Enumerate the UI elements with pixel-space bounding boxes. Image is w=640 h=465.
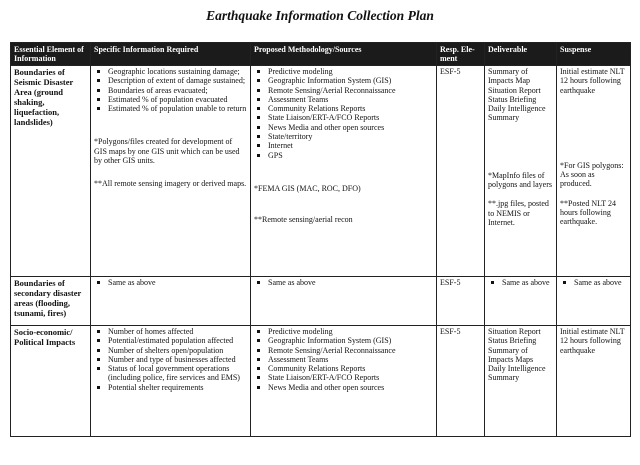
list-item: Number of shelters open/population xyxy=(94,346,247,355)
deliverable-note-mapinfo: *MapInfo files of polygons and layers xyxy=(488,170,552,190)
table-row xyxy=(11,326,631,437)
header-essential-element: Essential Element of Information xyxy=(11,43,91,66)
resp-cell xyxy=(437,326,485,437)
info-cell xyxy=(91,66,251,277)
list-item: Potential shelter requirements xyxy=(94,383,247,392)
resp-cell xyxy=(437,66,485,277)
method-cell xyxy=(251,326,437,437)
list-item: Remote Sensing/Aerial Reconnaissance xyxy=(254,346,433,355)
deliverable-list xyxy=(488,327,553,383)
header-deliverable: Deliverable xyxy=(485,43,557,66)
list-item: State Liaison/ERT-A/FCO Reports xyxy=(254,113,433,122)
collection-plan-table xyxy=(10,42,631,437)
list-item: Predictive modeling xyxy=(254,327,433,336)
element-cell xyxy=(11,326,91,437)
list-item: Same as above xyxy=(560,278,627,287)
list-item: Assessment Teams xyxy=(254,95,433,104)
table-header-row xyxy=(11,43,631,66)
list-item: Geographic locations sustaining damage; xyxy=(94,67,247,76)
deliverable-list xyxy=(488,67,553,123)
list-item: Same as above xyxy=(488,278,553,287)
method-cell xyxy=(251,277,437,326)
list-item: Potential/estimated population affected xyxy=(94,336,247,345)
list-item: Situation Report xyxy=(488,85,541,95)
list-item: Assessment Teams xyxy=(254,355,433,364)
suspense-note-posted: **Posted NLT 24 hours following earthquake. xyxy=(560,198,617,227)
list-item: Predictive modeling xyxy=(254,67,433,76)
resp-value: ESF-5 xyxy=(440,278,461,287)
list-item: Situation Report xyxy=(488,327,541,336)
deliverable-cell xyxy=(485,66,557,277)
method-note-fema-gis: *FEMA GIS (MAC, ROC, DFO) xyxy=(254,183,361,193)
element-label: Boundaries of secondary disaster areas (flooding, tsunami, fires) xyxy=(14,278,82,318)
info-bullet-list xyxy=(94,67,247,113)
header-proposed-methodology: Proposed Methodology/Sources xyxy=(251,43,437,66)
list-item: Summary of Impacts Maps xyxy=(488,345,534,364)
deliverable-note-jpg: **.jpg files, posted to NEMIS or Internet. xyxy=(488,199,549,227)
deliverable-cell xyxy=(485,277,557,326)
list-item: Daily Intelligence Summary xyxy=(488,104,546,123)
element-cell xyxy=(11,66,91,277)
list-item: Estimated % of population unable to return xyxy=(94,104,247,113)
table-row xyxy=(11,277,631,326)
list-item: Daily Intelligence Summary xyxy=(488,364,546,383)
element-cell xyxy=(11,277,91,326)
method-bullet-list xyxy=(254,67,433,160)
info-cell xyxy=(91,277,251,326)
suspense-cell xyxy=(557,277,631,326)
list-item: Estimated % of population evacuated xyxy=(94,95,247,104)
info-note-polygons: *Polygons/files created for development of GIS maps by one GIS unit which can be used by other GIS units. xyxy=(94,137,240,166)
list-item: Status of local government operations (including police, fire services and EMS) xyxy=(94,364,247,383)
info-bullet-list xyxy=(94,327,247,392)
list-item: State Liaison/ERT-A/FCO Reports xyxy=(254,373,433,382)
method-note-remote-sensing: **Remote sensing/aerial recon xyxy=(254,215,353,225)
list-item: Description of extent of damage sustained; xyxy=(94,76,247,85)
list-item: State/territory xyxy=(254,132,433,141)
deliverable-bullet-list xyxy=(488,278,553,287)
method-bullet-list xyxy=(254,278,433,287)
list-item: News Media and other open sources xyxy=(254,123,433,132)
suspense-bullet-list xyxy=(560,278,627,287)
list-item: Number of homes affected xyxy=(94,327,247,336)
method-cell xyxy=(251,66,437,277)
method-bullet-list xyxy=(254,327,433,392)
element-label: Boundaries of Seismic Disaster Area (ground shaking, liquefaction, landslides) xyxy=(14,67,74,127)
resp-value: ESF-5 xyxy=(440,67,461,76)
element-label: Socio-economic/ Political Impacts xyxy=(14,327,76,347)
header-specific-information: Specific Information Required xyxy=(91,43,251,66)
list-item: Same as above xyxy=(254,278,433,287)
info-note-remote-sensing: **All remote sensing imagery or derived maps. xyxy=(94,179,247,189)
resp-cell xyxy=(437,277,485,326)
list-item: Number and type of businesses affected xyxy=(94,355,247,364)
table-row xyxy=(11,66,631,277)
list-item: Geographic Information System (GIS) xyxy=(254,76,433,85)
list-item: Boundaries of areas evacuated; xyxy=(94,86,247,95)
suspense-cell xyxy=(557,66,631,277)
document-title: Earthquake Information Collection Plan xyxy=(206,8,434,23)
list-item: Remote Sensing/Aerial Reconnaissance xyxy=(254,86,433,95)
header-suspense: Suspense xyxy=(557,43,631,66)
list-item: Status Briefing xyxy=(488,94,537,104)
list-item: GPS xyxy=(254,151,433,160)
list-item: Status Briefing xyxy=(488,336,537,346)
list-item: Community Relations Reports xyxy=(254,364,433,373)
info-bullet-list xyxy=(94,278,247,287)
list-item: Community Relations Reports xyxy=(254,104,433,113)
list-item: Same as above xyxy=(94,278,247,287)
header-resp-element: Resp. Ele- ment xyxy=(437,43,485,66)
suspense-note-gis: *For GIS polygons: As soon as produced. xyxy=(560,160,624,189)
list-item: Summary of Impacts Map xyxy=(488,67,530,86)
deliverable-cell xyxy=(485,326,557,437)
list-item: Internet xyxy=(254,141,433,150)
resp-value: ESF-5 xyxy=(440,327,461,336)
suspense-value: Initial estimate NLT 12 hours following earthquake xyxy=(560,327,625,355)
suspense-cell xyxy=(557,326,631,437)
suspense-value: Initial estimate NLT 12 hours following earthquake xyxy=(560,67,625,95)
list-item: Geographic Information System (GIS) xyxy=(254,336,433,345)
info-cell xyxy=(91,326,251,437)
list-item: News Media and other open sources xyxy=(254,383,433,392)
